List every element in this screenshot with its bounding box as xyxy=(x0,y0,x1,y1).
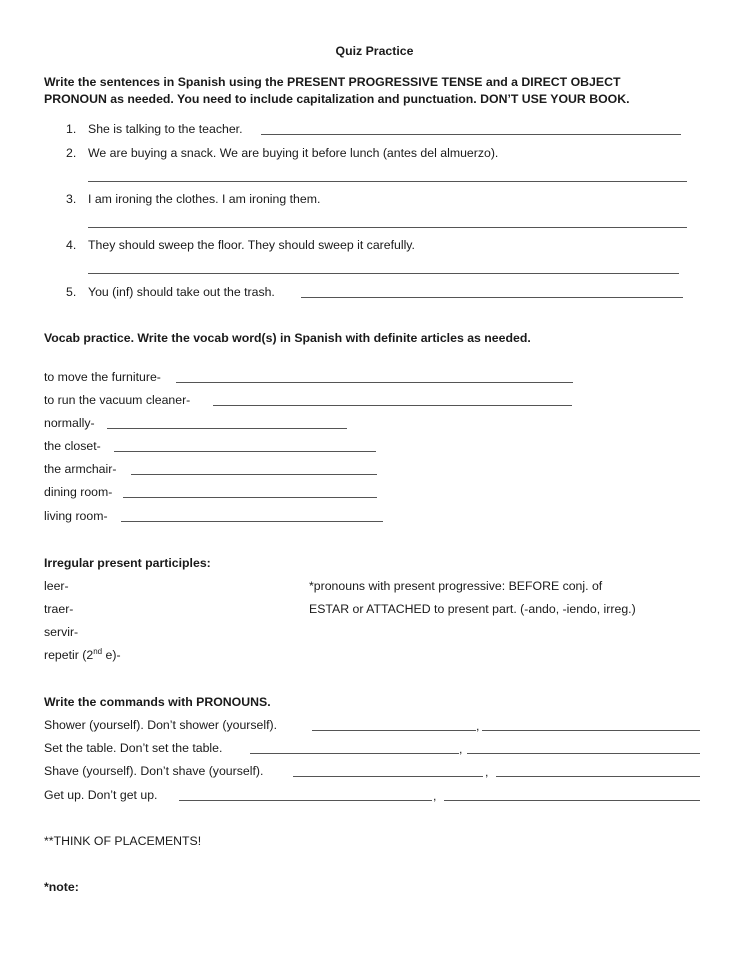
sentence-item-3 xyxy=(66,192,320,207)
participle-item: repetir (2nd e)- xyxy=(44,647,121,662)
sentence-text: You (inf) should take out the trash. xyxy=(88,285,275,299)
sentence-text: They should sweep the floor. They should sweep it carefully. xyxy=(88,238,415,252)
placement-reminder: **THINK OF PLACEMENTS! xyxy=(44,834,202,848)
command-blank-negative[interactable] xyxy=(467,753,700,754)
sentence-text: She is talking to the teacher. xyxy=(88,122,243,136)
sentence-text: I am ironing the clothes. I am ironing them. xyxy=(88,192,321,206)
pronoun-placement-note-2: ESTAR or ATTACHED to present part. (-ando, -iendo, irreg.) xyxy=(309,602,636,616)
participle-item: servir- xyxy=(44,625,79,639)
participle-item: leer- xyxy=(44,579,69,593)
instructions-line-2: PRONOUN as needed. You need to include capitalization and punctuation. DON’T USE YOUR BOOK. xyxy=(44,92,630,106)
answer-blank-4[interactable] xyxy=(88,273,679,274)
participles-heading: Irregular present participles: xyxy=(44,556,211,570)
commands-heading: Write the commands with PRONOUNS. xyxy=(44,695,271,709)
command-item: Shower (yourself). Don’t shower (yourself). xyxy=(44,718,278,732)
comma: , xyxy=(485,765,489,779)
comma: , xyxy=(459,742,463,756)
sentence-number: 2. xyxy=(66,146,77,160)
instructions-line-1: Write the sentences in Spanish using the PRESENT PROGRESSIVE TENSE and a DIRECT OBJECT xyxy=(44,75,621,89)
vocab-blank[interactable] xyxy=(131,474,377,475)
vocab-blank[interactable] xyxy=(213,405,572,406)
sentence-number: 4. xyxy=(66,238,77,252)
command-item: Set the table. Don’t set the table. xyxy=(44,741,223,755)
answer-blank-2[interactable] xyxy=(88,181,687,182)
vocab-blank[interactable] xyxy=(121,521,383,522)
sentence-number: 3. xyxy=(66,192,77,206)
command-item: Shave (yourself). Don’t shave (yourself). xyxy=(44,764,264,778)
vocab-item: living room- xyxy=(44,509,108,523)
command-blank-negative[interactable] xyxy=(496,776,700,777)
sentence-number: 5. xyxy=(66,285,77,299)
answer-blank-5[interactable] xyxy=(301,297,683,298)
sentence-item-1 xyxy=(66,122,243,137)
vocab-blank[interactable] xyxy=(107,428,347,429)
vocab-item: the armchair- xyxy=(44,462,117,476)
participle-item: traer- xyxy=(44,602,74,616)
comma: , xyxy=(433,789,437,803)
command-blank-negative[interactable] xyxy=(444,800,700,801)
vocab-item: to move the furniture- xyxy=(44,370,161,384)
pronoun-placement-note-1: *pronouns with present progressive: BEFORE conj. of xyxy=(309,579,603,593)
sentence-number: 1. xyxy=(66,122,77,136)
page-title: Quiz Practice xyxy=(335,44,414,58)
vocab-blank[interactable] xyxy=(123,497,377,498)
vocab-heading: Vocab practice. Write the vocab word(s) in Spanish with definite articles as needed. xyxy=(44,331,531,345)
command-blank-affirmative[interactable] xyxy=(312,730,476,731)
comma: , xyxy=(476,719,480,733)
answer-blank-1[interactable] xyxy=(261,134,681,135)
note-label: *note: xyxy=(44,880,79,894)
sentence-item-4 xyxy=(66,238,415,253)
command-blank-negative[interactable] xyxy=(482,730,700,731)
sentence-item-2 xyxy=(66,146,498,161)
answer-blank-3[interactable] xyxy=(88,227,687,228)
command-item: Get up. Don’t get up. xyxy=(44,788,158,802)
vocab-blank[interactable] xyxy=(176,382,573,383)
command-blank-affirmative[interactable] xyxy=(293,776,483,777)
vocab-blank[interactable] xyxy=(114,451,376,452)
command-blank-affirmative[interactable] xyxy=(250,753,459,754)
command-blank-affirmative[interactable] xyxy=(179,800,432,801)
sentence-text: We are buying a snack. We are buying it before lunch (antes del almuerzo). xyxy=(88,146,499,160)
vocab-item: normally- xyxy=(44,416,95,430)
vocab-item: the closet- xyxy=(44,439,101,453)
vocab-item: dining room- xyxy=(44,485,113,499)
vocab-item: to run the vacuum cleaner- xyxy=(44,393,191,407)
sentence-item-5 xyxy=(66,285,275,300)
